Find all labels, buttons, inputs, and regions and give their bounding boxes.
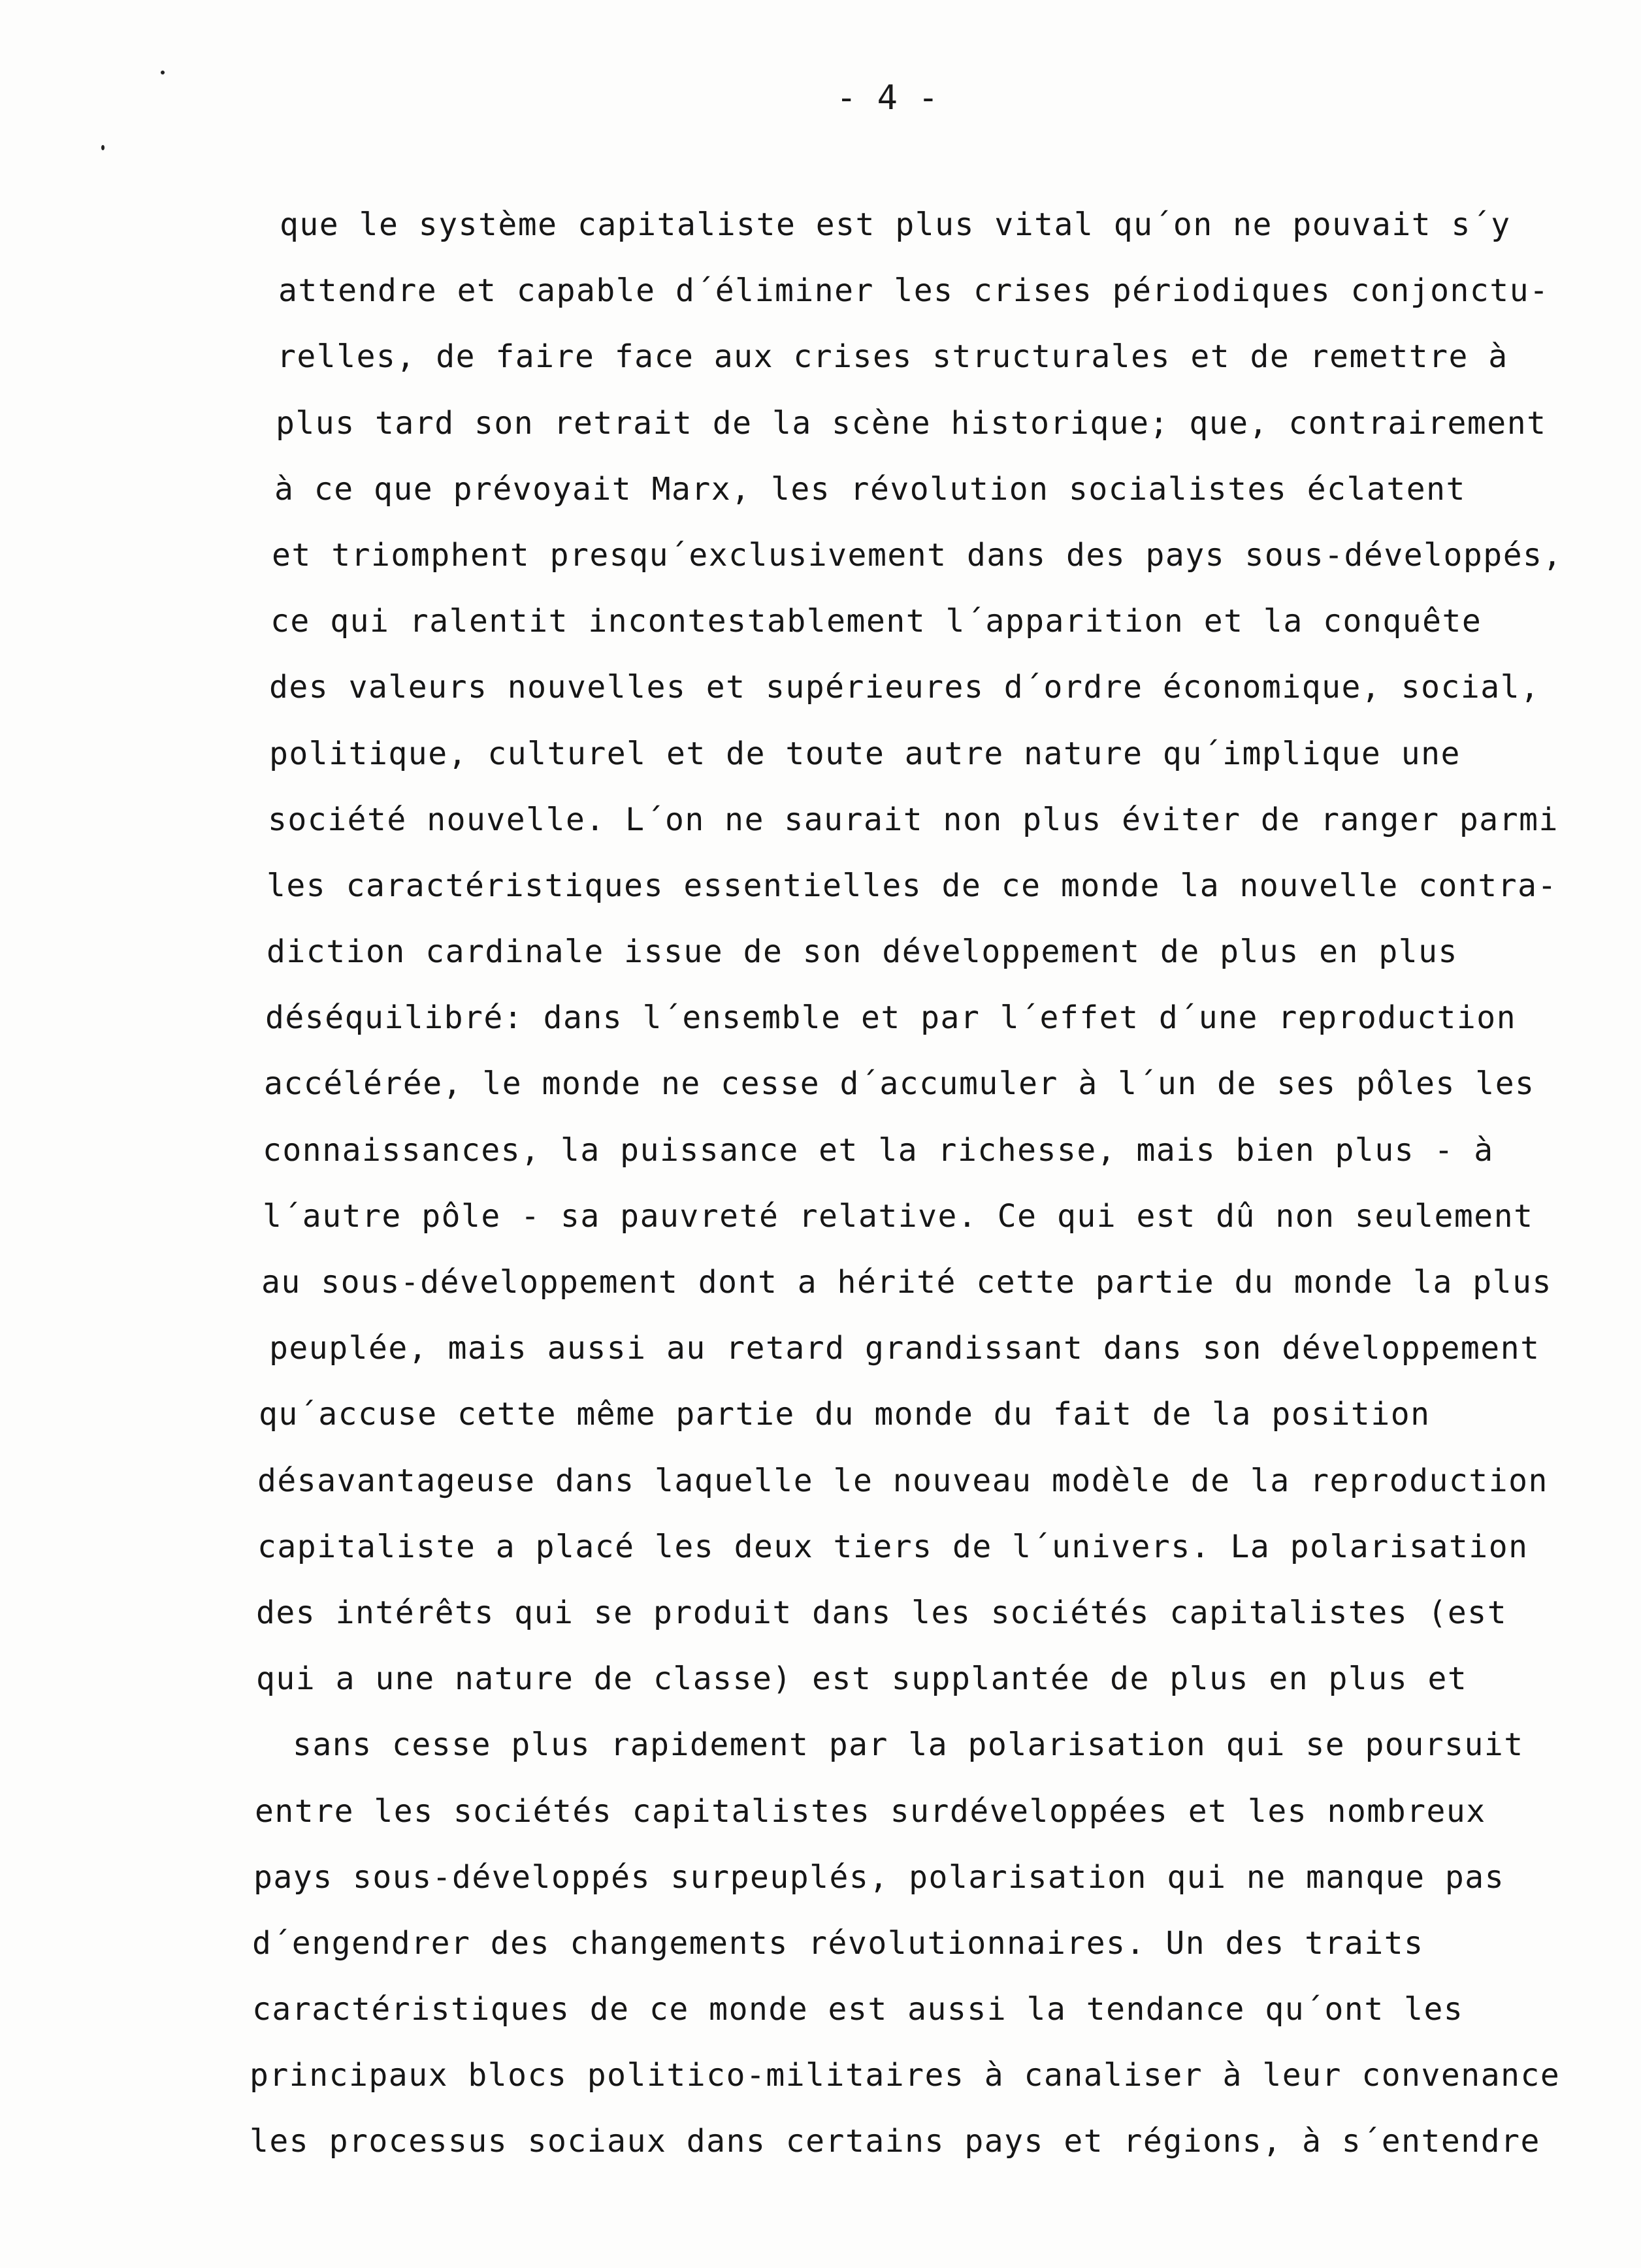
text-line: accélérée, le monde ne cesse d´accumuler à l´un de ses pôles les <box>264 1065 1535 1103</box>
text-line: sans cesse plus rapidement par la polarisation qui se poursuit <box>293 1726 1524 1764</box>
text-line: politique, culturel et de toute autre nature qu´implique une <box>269 735 1461 772</box>
text-line: désavantageuse dans laquelle le nouveau modèle de la reproduction <box>257 1462 1548 1499</box>
page-number: - 4 - <box>836 78 939 118</box>
scan-speck <box>101 145 105 150</box>
text-line: peuplée, mais aussi au retard grandissant dans son développement <box>269 1330 1540 1367</box>
text-line: société nouvelle. L´on ne saurait non plus éviter de ranger parmi <box>268 801 1559 838</box>
text-line: déséquilibré: dans l´ensemble et par l´effet d´une reproduction <box>265 999 1517 1037</box>
text-line: des valeurs nouvelles et supérieures d´ordre économique, social, <box>269 669 1540 706</box>
text-line: pays sous-développés surpeuplés, polarisation qui ne manque pas <box>253 1858 1505 1896</box>
text-line: connaissances, la puissance et la richesse, mais bien plus - à <box>263 1131 1494 1169</box>
text-line: des intérêts qui se produit dans les sociétés capitalistes (est <box>256 1594 1508 1631</box>
text-line: caractéristiques de ce monde est aussi la tendance qu´ont les <box>252 1991 1464 2028</box>
text-line: qui a une nature de classe) est supplantée de plus en plus et <box>256 1660 1468 1698</box>
text-line: relles, de faire face aux crises structurales et de remettre à <box>277 338 1508 376</box>
text-line: qu´accuse cette même partie du monde du fait de la position <box>259 1396 1431 1433</box>
text-line: l´autre pôle - sa pauvreté relative. Ce qui est dû non seulement <box>263 1197 1534 1235</box>
text-line: attendre et capable d´éliminer les crises périodiques conjonctu- <box>278 272 1550 310</box>
scan-speck <box>161 71 165 74</box>
text-line: au sous-développement dont a hérité cette partie du monde la plus <box>261 1264 1552 1301</box>
text-line: entre les sociétés capitalistes surdéveloppées et les nombreux <box>255 1792 1486 1830</box>
text-line: les processus sociaux dans certains pays et régions, à s´entendre <box>250 2123 1540 2160</box>
text-line: plus tard son retrait de la scène historique; que, contrairement <box>276 404 1547 442</box>
text-line: à ce que prévoyait Marx, les révolution socialistes éclatent <box>274 470 1466 508</box>
text-line: et triomphent presqu´exclusivement dans des pays sous-développés, <box>272 536 1563 574</box>
text-line: que le système capitaliste est plus vital qu´on ne pouvait s´y <box>280 206 1511 243</box>
text-line: principaux blocs politico-militaires à canaliser à leur convenance <box>250 2057 1561 2094</box>
text-line: les caractéristiques essentielles de ce monde la nouvelle contra- <box>267 867 1557 904</box>
text-line: d´engendrer des changements révolutionnaires. Un des traits <box>252 1924 1424 1962</box>
text-line: ce qui ralentit incontestablement l´apparition et la conquête <box>270 603 1482 640</box>
body-text <box>252 192 1637 2175</box>
text-line: diction cardinale issue de son développement de plus en plus <box>267 933 1458 971</box>
text-line: capitaliste a placé les deux tiers de l´univers. La polarisation <box>257 1528 1529 1565</box>
